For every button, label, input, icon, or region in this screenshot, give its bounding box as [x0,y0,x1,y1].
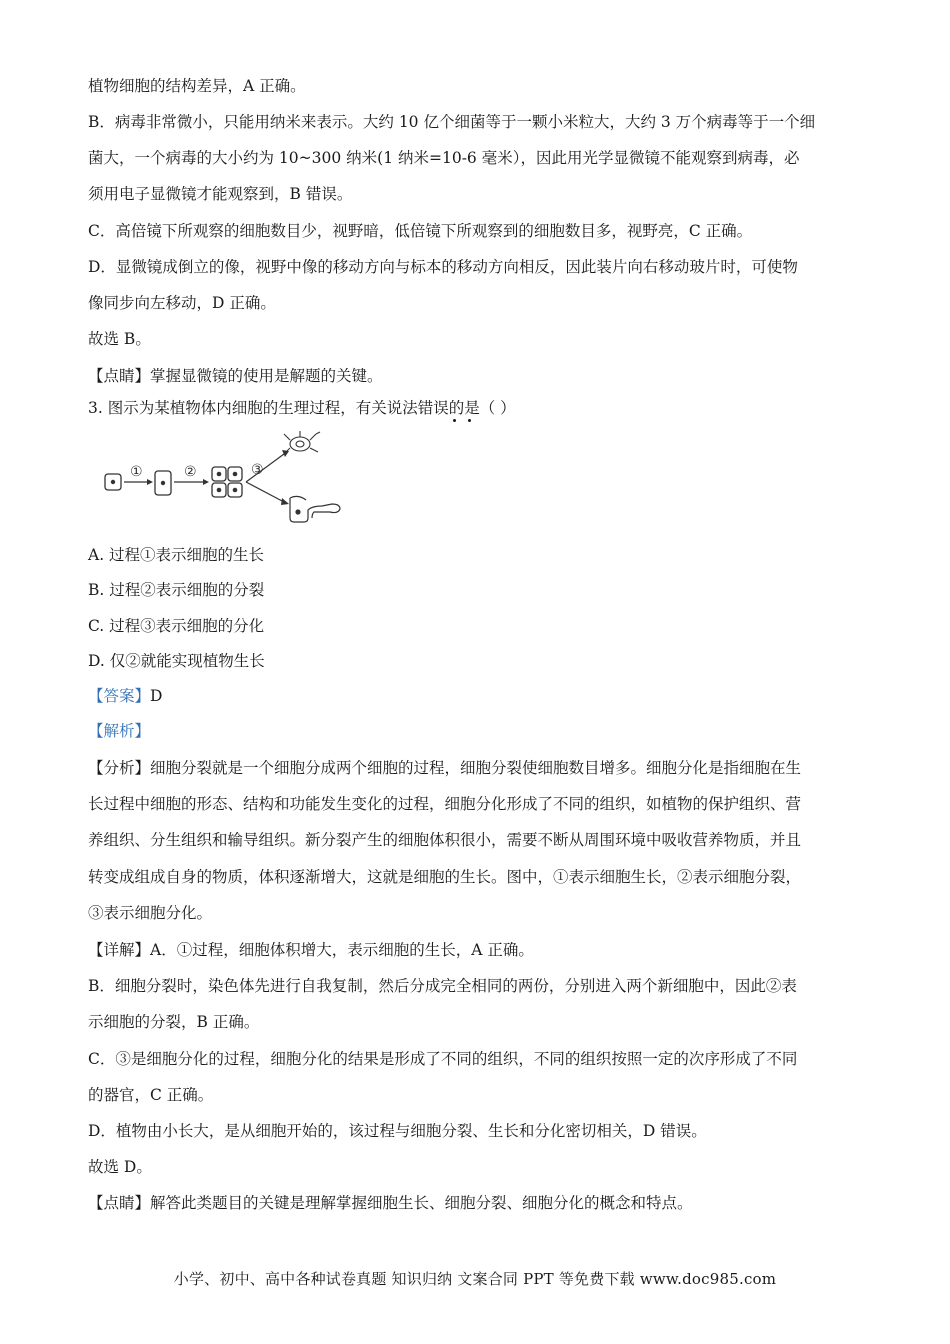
analysis-line: 转变成组成自身的物质，体积逐渐增大，这就是细胞的生长。图中，①表示细胞生长，②表示细胞分裂， [88,868,802,886]
text-line: 故选 B。 [88,330,151,348]
text-line: C．高倍镜下所观察的细胞数目少，视野暗，低倍镜下所观察到的细胞数目多，视野亮，C 正确。 [88,222,753,240]
option-c: C. 过程③表示细胞的分化 [88,617,265,635]
text-line: D．显微镜成倒立的像，视野中像的移动方向与标本的移动方向相反，因此装片向右移动玻片时，可使物 [88,258,798,276]
analysis-line: D．植物由小长大，是从细胞开始的，该过程与细胞分裂、生长和分化密切相关，D 错误。 [88,1122,707,1140]
analysis-line: 长过程中细胞的形态、结构和功能发生变化的过程，细胞分化形成了不同的组织，如植物的保护组织、营 [88,795,802,813]
page-footer: 小学、初中、高中各种试卷真题 知识归纳 文案合同 PPT 等免费下载 www.doc985.com [173,1270,777,1288]
arrow-3-down [246,482,284,502]
option-a: A. 过程①表示细胞的生长 [88,546,265,564]
cell-process-diagram [100,430,345,530]
analysis-line: 【分析】细胞分裂就是一个细胞分成两个细胞的过程，细胞分裂使细胞数目增多。细胞分化是指细胞在生 [88,759,802,777]
label-1: ① [130,464,143,480]
text-line: 植物细胞的结构差异，A 正确。 [88,77,306,95]
label-2: ② [184,464,197,480]
question-stem [88,398,878,418]
nucleus [217,488,222,493]
emphasis-dot [453,419,456,422]
answer-line [88,686,878,706]
answer-value: D [150,687,163,705]
analysis-label: 【解析】 [88,722,151,740]
analysis-line: ③表示细胞分化。 [88,904,213,922]
text-line: 菌大，一个病毒的大小约为 10~300 纳米(1 纳米=10-6 毫米），因此用光学显微镜不能观察到病毒，必 [88,149,800,167]
nucleus [161,481,165,485]
arrow-1-head [147,479,153,485]
question-stem-emphasis [418,399,449,417]
label-3: ③ [251,462,264,478]
nucleus [111,480,115,484]
text-line: B．病毒非常微小，只能用纳米来表示。大约 10 亿个细菌等于一颗小米粒大，大约 3 万个病毒等于一个细 [88,113,816,131]
arrow-2-head [203,479,209,485]
option-b: B. 过程②表示细胞的分裂 [88,581,265,599]
text-line: 【点睛】掌握显微镜的使用是解题的关键。 [88,367,383,385]
arrow-3-up-head [282,450,289,457]
stoma-cell-icon [284,431,320,454]
analysis-line: 【点睛】解答此类题目的关键是理解掌握细胞生长、细胞分裂、细胞分化的概念和特点。 [88,1194,693,1212]
text-line: 须用电子显微镜才能观察到，B 错误。 [88,185,353,203]
option-d: D. 仅②就能实现植物生长 [88,652,265,670]
root-hair-cell-icon [290,496,340,522]
emphasis-text: 错误 [417,399,449,417]
question-stem-suffix: 的是（ ） [448,399,516,417]
analysis-line: 的器官，C 正确。 [88,1086,214,1104]
analysis-line: 养组织、分生组织和输导组织。新分裂产生的细胞体积很小，需要不断从周围环境中吸收营养物质，并且 [88,831,802,849]
analysis-line: B．细胞分裂时，染色体先进行自我复制，然后分成完全相同的两份，分别进入两个新细胞中，因此②表 [88,977,797,995]
question-stem-prefix: 3. 图示为某植物体内细胞的生理过程，有关说法 [88,399,418,417]
analysis-line: 故选 D。 [88,1158,152,1176]
nucleus [233,488,238,493]
answer-label: 【答案】 [88,687,151,705]
analysis-line: 【详解】A．①过程，细胞体积增大，表示细胞的生长，A 正确。 [88,941,534,959]
arrow-3-down-head [281,498,289,505]
analysis-line: 示细胞的分裂，B 正确。 [88,1013,260,1031]
nucleus [217,472,222,477]
nucleus [233,472,238,477]
emphasis-dot [468,419,471,422]
text-line: 像同步向左移动，D 正确。 [88,294,276,312]
analysis-line: C．③是细胞分化的过程，细胞分化的结果是形成了不同的组织，不同的组织按照一定的次序形成了不同 [88,1050,798,1068]
